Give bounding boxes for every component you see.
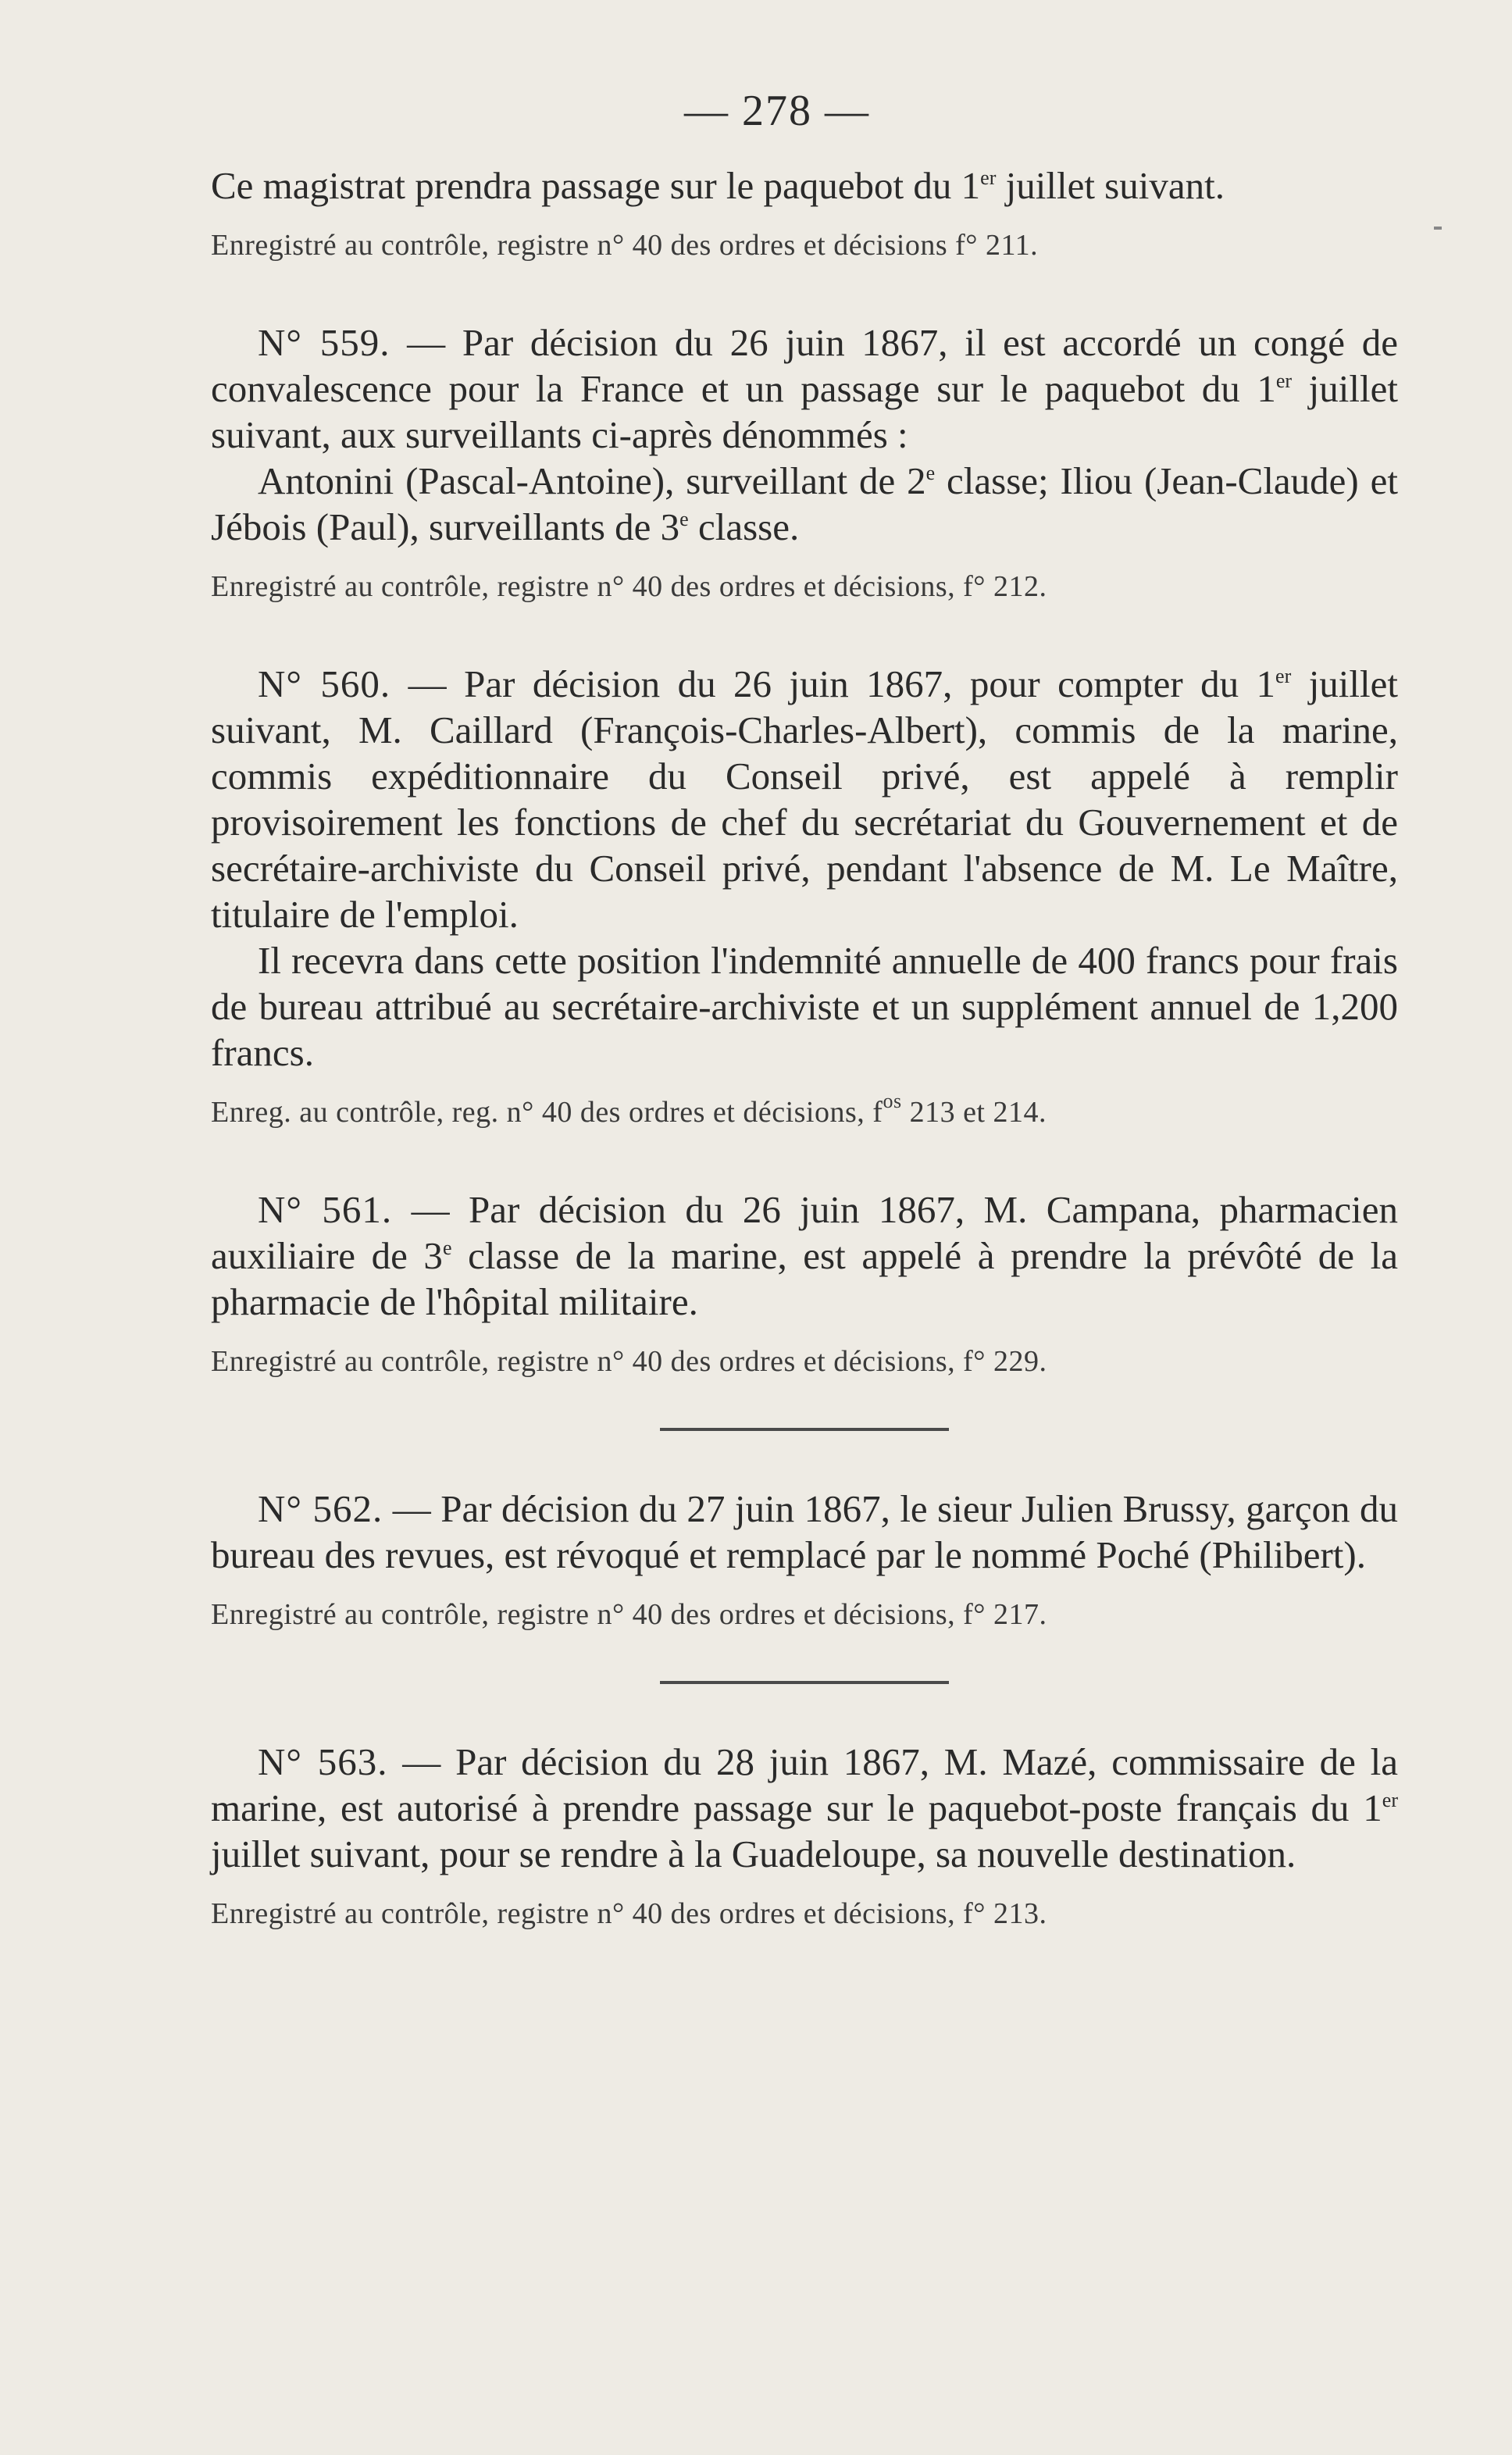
ordinal-sup: er bbox=[1275, 665, 1292, 687]
ordinal-sup: er bbox=[1382, 1789, 1398, 1811]
entry-paragraph bbox=[211, 1486, 1398, 1578]
entry-text: — Par décision du 28 juin 1867, M. Mazé, commissaire de la marine, est autorisé à prendre passage sur le paquebot-poste français du 1 bbox=[211, 1740, 1399, 1829]
registration-note: Enregistré au contrôle, registre n° 40 des ordres et décisions, f° 229. bbox=[211, 1345, 1047, 1378]
entry-paragraph bbox=[211, 319, 1398, 458]
entry-paragraph-names bbox=[211, 458, 1398, 550]
entry-text: juillet suivant, M. Caillard (François-Charles-Albert), commis de la marine, commis expéditionnaire du Conseil privé, est appelé à remplir provisoirement les fonctions de chef du secrétariat du Gouvernement et de secrétaire-archiviste du Conseil privé, pendant l'absence de M. Le Maître, titulaire de l'emploi. bbox=[211, 662, 1399, 936]
entry-paragraph bbox=[211, 1186, 1398, 1325]
entry-paragraph-indemnity: Il recevra dans cette position l'indemnité annuelle de 400 francs pour frais de bureau attribué au secrétaire-archiviste et un supplément annuel de 1,200 francs. bbox=[211, 939, 1398, 1074]
entry-text: — Par décision du 26 juin 1867, il est accordé un congé de convalescence pour la France et un passage sur le paquebot du 1 bbox=[211, 321, 1399, 410]
document-page bbox=[211, 86, 1398, 1933]
registration-note: Enregistré au contrôle, registre n° 40 des ordres et décisions, f° 217. bbox=[211, 1598, 1047, 1631]
section-divider bbox=[660, 1428, 949, 1431]
registration-note: Enregistré au contrôle, registre n° 40 des ordres et décisions f° 211. bbox=[211, 229, 1039, 262]
ordinal-sup: er bbox=[1275, 369, 1293, 392]
ordinal-sup: e bbox=[679, 508, 689, 530]
entry-number: N° 561. bbox=[258, 1188, 393, 1231]
intro-paragraph bbox=[211, 162, 1398, 209]
ordinal-sup: er bbox=[980, 166, 997, 189]
registration-text: 213 et 214. bbox=[901, 1096, 1047, 1129]
entry-563 bbox=[211, 1739, 1398, 1933]
registration-note: Enregistré au contrôle, registre n° 40 des ordres et décisions, f° 212. bbox=[211, 570, 1047, 603]
entry-text: juillet suivant, aux surveillants ci-après dénommés : bbox=[211, 367, 1398, 456]
entry-562 bbox=[211, 1486, 1398, 1634]
entry-number: N° 562. bbox=[258, 1487, 383, 1530]
intro-block bbox=[211, 162, 1398, 265]
entry-text: classe de la marine, est appelé à prendre la prévôté de la pharmacie de l'hôpital militaire. bbox=[211, 1234, 1398, 1323]
entry-text: — Par décision du 27 juin 1867, le sieur Julien Brussy, garçon du bureau des revues, est révoqué et remplacé par le nommé Poché (Philibert). bbox=[211, 1487, 1398, 1576]
intro-text-end: juillet suivant. bbox=[996, 164, 1225, 207]
entry-text: juillet suivant, pour se rendre à la Guadeloupe, sa nouvelle destination. bbox=[211, 1832, 1296, 1875]
entry-text: — Par décision du 26 juin 1867, pour compter du 1 bbox=[408, 662, 1276, 705]
intro-text: Ce magistrat prendra passage sur le paquebot du 1 bbox=[211, 164, 981, 207]
registration-note bbox=[211, 1090, 1398, 1132]
page-number: — 278 — bbox=[684, 87, 870, 135]
entry-561 bbox=[211, 1186, 1398, 1381]
ordinal-sup: e bbox=[442, 1236, 452, 1259]
margin-mark bbox=[1434, 227, 1442, 230]
entry-paragraph bbox=[211, 1739, 1398, 1877]
entry-number: N° 559. bbox=[258, 321, 390, 364]
entry-number: N° 560. bbox=[258, 662, 391, 705]
ordinal-sup: e bbox=[925, 462, 936, 484]
section-divider bbox=[660, 1681, 949, 1684]
entry-text: — Par décision du 26 juin 1867, M. Campana, pharmacien auxiliaire de 3 bbox=[211, 1188, 1399, 1277]
entry-559 bbox=[211, 319, 1398, 606]
entry-text: classe. bbox=[688, 505, 800, 548]
entry-text: Antonini (Pascal-Antoine), surveillant de 2 bbox=[258, 459, 926, 502]
folio-sup: os bbox=[883, 1090, 902, 1112]
registration-text: Enreg. au contrôle, reg. n° 40 des ordres et décisions, f bbox=[211, 1096, 883, 1129]
entry-paragraph bbox=[211, 661, 1398, 937]
registration-note: Enregistré au contrôle, registre n° 40 des ordres et décisions, f° 213. bbox=[211, 1897, 1047, 1930]
entry-560 bbox=[211, 661, 1398, 1132]
entry-text: classe; Iliou (Jean-Claude) et Jébois (Paul), surveillants de 3 bbox=[211, 459, 1398, 548]
entry-number: N° 563. bbox=[258, 1740, 388, 1783]
